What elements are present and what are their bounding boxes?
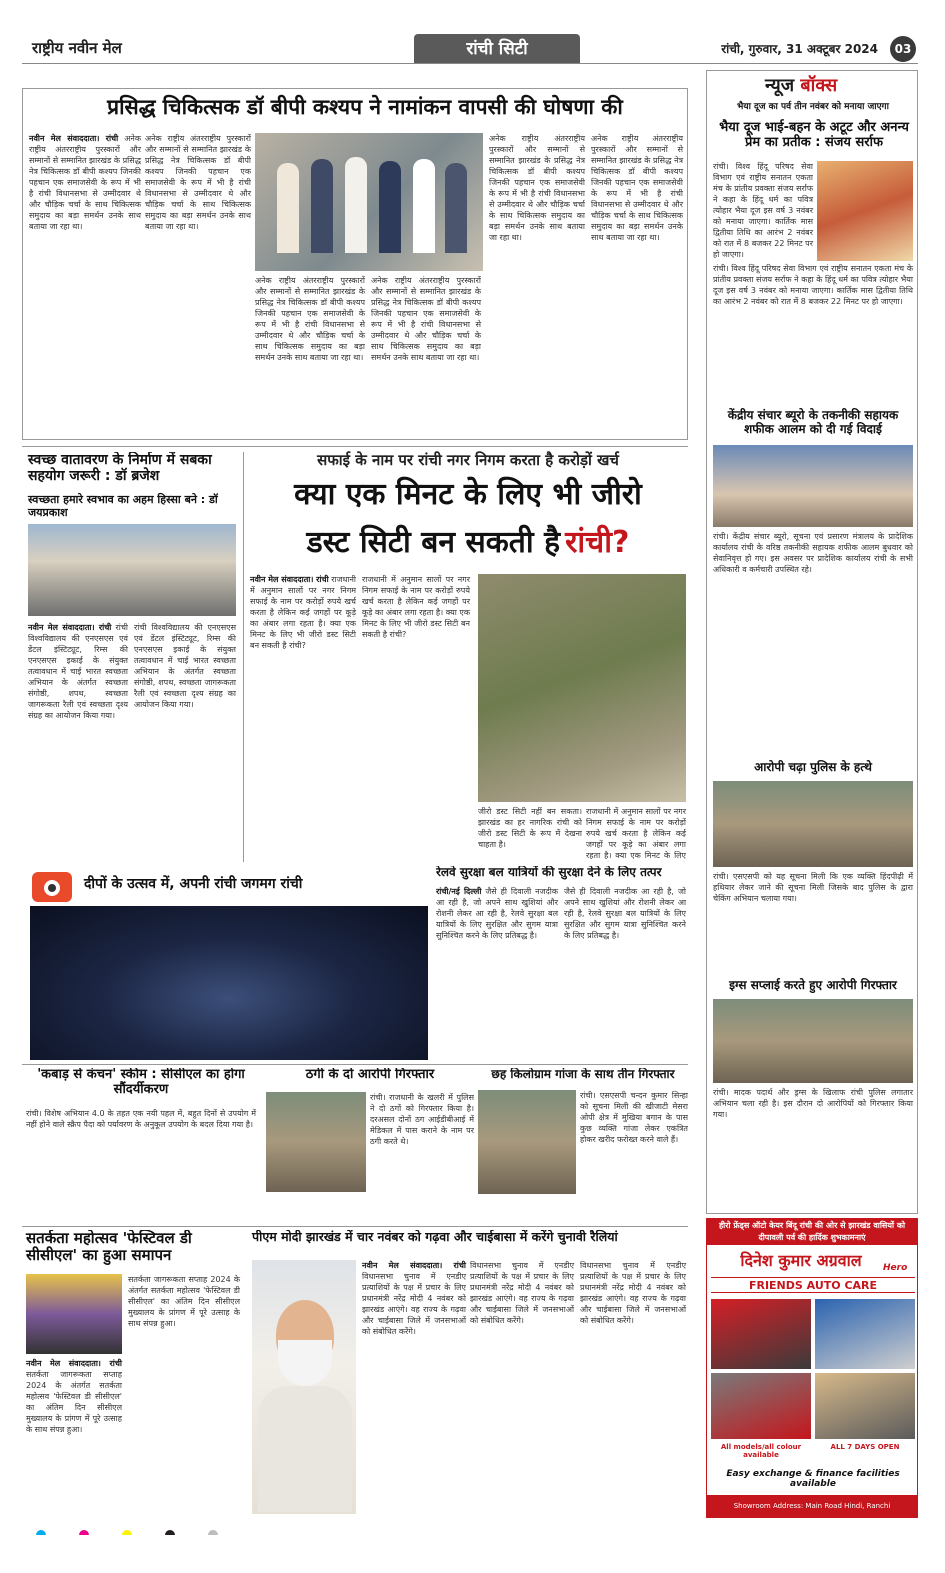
lead-intro-col3: अनेक राष्ट्रीय अंतरराष्ट्रीय पुरस्कारों और सम्मानों से सम्मानित झारखंड के प्रसिद्ध नेत्र चिकित्सक डॉ बीपी कश्यप जिनकी पहचान एक समाजसेवी के रूप में भी है रांची विधानसभा से उम्मीदवार थे और चौड़िक चर्चा के साथ चिकित्सक समुदाय का बड़ा समर्थन उनके साथ बताया जा रहा था। xyxy=(255,276,365,362)
ad-bike-photo-1 xyxy=(711,1299,811,1369)
ad-shop-name: FRIENDS AUTO CARE xyxy=(711,1277,915,1293)
modi-headline: पीएम मोदी झारखंड में चार नवंबर को गढ़वा और चाईबासा में करेंगे चुनावी रैलियां xyxy=(252,1230,618,1244)
ganja-text: रांची। एसएसपी चन्दन कुमार सिन्हा को सूचना मिली की खीजाटी मेसरा ओपी क्षेत्र में मुखिया बगान के पास कुछ व्यक्ति गांजा लेकर एकत्रित होकर खरीद फरोख्त करने वाले हैं। xyxy=(580,1091,688,1144)
lead-text-col3 xyxy=(255,275,365,435)
story1-text-cont: रांची। विश्व हिंदू परिषद सेवा विभाग एवं राष्ट्रीय सनातन एकता मंच के प्रांतीय प्रवक्ता संजय सर्राफ ने कहा के हिंदू धर्म का पवित्र त्योहार भैया दूज इस वर्ष 3 नवंबर को मनाया जाएगा। कार्तिक मास द्वितीया तिथि का आरंभ 2 नवंबर को रात में 8 बजकर 22 मिनट पर हो जाएगा। xyxy=(713,264,913,306)
ad-bike-photo-3 xyxy=(711,1373,811,1439)
railway-byline: रांची/नई दिल्ली xyxy=(436,887,482,896)
masthead xyxy=(22,34,918,64)
lead-intro-col6: अनेक राष्ट्रीय अंतरराष्ट्रीय पुरस्कारों और सम्मानों से सम्मानित झारखंड के प्रसिद्ध नेत्र चिकित्सक डॉ बीपी कश्यप जिनकी पहचान एक समाजसेवी के रूप में भी है रांची विधानसभा से उम्मीदवार थे और चौड़िक चर्चा के साथ चिकित्सक समुदाय का बड़ा समर्थन उनके साथ बताया जा रहा था। xyxy=(591,134,683,242)
story1-photo xyxy=(817,161,913,261)
zero-dust-headline-2: डस्ट सिटी बन सकती है xyxy=(306,525,561,560)
modi-col3: विधानसभा चुनाव में एनडीए प्रत्याशियों के पक्ष में प्रचार के लिए प्रधानमंत्री नरेंद्र मोदी 4 नवंबर को झारखंड आएंगे। वह राज्य के गढ़वा और चाईबासा जिले में जनसभाओं को संबोधित करेंगे। xyxy=(580,1261,686,1325)
modi-text: विधानसभा चुनाव में एनडीए प्रत्याशियों के पक्ष में प्रचार के लिए प्रधानमंत्री नरेंद्र मोदी 4 नवंबर को झारखंड आएंगे। वह राज्य के गढ़वा और चाईबासा जिले में जनसभाओं को संबोधित करेंगे। xyxy=(362,1272,466,1336)
story4-headline: इग्स सप्लाई करते हुए आरोपी गिरफ्तार xyxy=(729,978,897,992)
lead-text-col6 xyxy=(591,133,683,433)
festival-headline: सतर्कता महोत्सव 'फेस्टिवल डी सीसीएल' का हुआ समापन xyxy=(26,1230,192,1265)
lead-text-col2 xyxy=(145,133,251,433)
modi-story xyxy=(248,1230,688,1518)
news-box-title-a: न्यूज xyxy=(765,75,795,96)
ad-bike-photo-2 xyxy=(815,1299,915,1369)
railway-col2: जैसे ही दिवाली नजदीक आ रही है, जो अपने साथ खुशियां और रोशनी लेकर आ रही है, रेलवे सुरक्षा बल यात्रियों के लिए सुरक्षित और सुगम यात्रा सुनिश्चित करने के लिए प्रतिबद्ध है। xyxy=(564,887,686,940)
story1-text: रांची। विश्व हिंदू परिषद सेवा विभाग एवं राष्ट्रीय सनातन एकता मंच के प्रांतीय प्रवक्ता संजय सर्राफ ने कहा के हिंदू धर्म का पवित्र त्योहार भैया दूज इस वर्ष 3 नवंबर को मनाया जाएगा। कार्तिक मास द्वितीया तिथि का आरंभ 2 नवंबर को रात में 8 बजकर 22 मिनट पर हो जाएगा। xyxy=(713,162,813,259)
camera-icon xyxy=(32,872,72,902)
festival-text: सतर्कता जागरूकता सप्ताह 2024 के अंतर्गत सतर्कता महोत्सव 'फेस्टिवल डी सीसीएल' का अंतिम दिन सीसीएल मुख्यालय के प्रांगण में पूरे उत्साह के साथ संपन्न हुआ। xyxy=(26,1370,122,1434)
news-box xyxy=(706,70,918,1214)
thagi-text: रांची। राजधानी के खलरी में पुलिस ने दो ठगों को गिरफ्तार किया है। दरअसल दोनों ठग आईडीबीआई में मेडिकल में पास कराने के नाम पर ठगी करते थे। xyxy=(370,1093,474,1146)
zero-dust-byline: नवीन मेल संवाददाता। रांची xyxy=(250,575,329,584)
clean-photo xyxy=(28,524,236,616)
cyan-swatch xyxy=(36,1530,46,1535)
zero-dust-story xyxy=(248,448,688,862)
railway-col1 xyxy=(436,886,558,1060)
zero-dust-headline-1: क्या एक मिनट के लिए भी जीरो xyxy=(294,477,642,512)
page-number: 03 xyxy=(890,36,916,62)
story4-photo xyxy=(713,999,913,1083)
modi-photo xyxy=(252,1260,356,1514)
separator xyxy=(22,1064,688,1065)
news-box-title xyxy=(765,73,837,97)
ad-greeting: हीरो फ्रेंड्स ऑटो केयर बिंदू रांची की ओर से झारखंड वासियों को दीपावली पर्व की हार्दिक शुभकामनाएं xyxy=(707,1219,917,1245)
section-title: रांची सिटी xyxy=(414,34,580,64)
zero-dust-col3: राजधानी में अनुमान सालों पर नगर निगम सफाई के नाम पर करोड़ों रुपये खर्च करता है लेकिन कई जगहों पर कूड़े का अंबार लगा रहता है। क्या एक मिनट के लिए xyxy=(586,807,686,860)
clean-headline: स्वच्छ वातावरण के निर्माण में सबका सहयोग जरूरी : डॉ ब्रजेश xyxy=(28,452,212,485)
modi-col2: विधानसभा चुनाव में एनडीए प्रत्याशियों के पक्ष में प्रचार के लिए प्रधानमंत्री नरेंद्र मोदी 4 नवंबर को झारखंड आएंगे। वह राज्य के गढ़वा और चाईबासा जिले में जनसभाओं को संबोधित करेंगे। xyxy=(470,1261,574,1325)
zero-dust-text: राजधानी में अनुमान सालों पर नगर निगम सफाई के नाम पर करोड़ों रुपये खर्च करता है लेकिन कई जगहों पर कूड़े का अंबार लगा रहता है। क्या एक मिनट के लिए भी जीरो डस्ट सिटी बन सकती है रांची? xyxy=(250,575,357,650)
story2-headline: केंद्रीय संचार ब्यूरो के तकनीकी सहायक शफीक आलम को दी गई विदाई xyxy=(727,408,899,436)
thagi-photo xyxy=(266,1092,366,1192)
diwali-night-photo xyxy=(30,906,428,1060)
kabad-story xyxy=(22,1068,260,1224)
zero-dust-headline-2-wrap xyxy=(248,526,688,561)
festival-story xyxy=(22,1230,242,1518)
ganja-story xyxy=(478,1068,688,1224)
hero-advertisement xyxy=(706,1218,918,1518)
clean-story xyxy=(22,452,238,862)
paper-name: राष्ट्रीय नवीन मेल xyxy=(32,39,122,57)
ad-note-models: All models/all colour available xyxy=(720,1443,802,1459)
railway-story xyxy=(436,866,688,1062)
story2-text: रांची। केंद्रीय संचार ब्यूरो, सूचना एवं प्रसारण मंत्रालय के प्रादेशिक कार्यालय रांची के वरिष्ठ तकनीकी सहायक शफीक आलम बुधवार को सेवानिवृत्त हो गए। इस अवसर पर प्रादेशिक कार्यालय रांची के सभी अधिकारी व कर्मचारी उपस्थित रहे। xyxy=(713,532,913,574)
lead-intro-cont: अनेक राष्ट्रीय अंतरराष्ट्रीय पुरस्कारों और सम्मानों से सम्मानित झारखंड के प्रसिद्ध नेत्र चिकित्सक डॉ बीपी कश्यप जिनकी पहचान एक समाजसेवी के रूप में भी है रांची विधानसभा से उम्मीदवार थे और चौड़िक चर्चा के साथ चिकित्सक समुदाय का बड़ा समर्थन उनके साथ बताया जा रहा था। xyxy=(145,134,251,231)
diwali-story xyxy=(22,872,430,1062)
zero-dust-col1 xyxy=(250,574,356,860)
modi-col1 xyxy=(362,1260,466,1516)
news-box-subtitle: भैया दूज का पर्व तीन नवंबर को मनाया जाएगा xyxy=(737,102,889,112)
lead-photo xyxy=(255,133,483,271)
clean-text-col2: रांची विश्वविद्यालय की एनएसएस एवं डेंटल इंस्टिट्यूट, रिम्स की एनएसएस इकाई के संयुक्त तत्वावधान में चाई भारत स्वच्छता अभियान के अंतर्गत स्वच्छता संगोष्ठी, शपथ, स्वच्छता जागरूकता रैली एवं स्वच्छता दृश्य संग्रह का आयोजन किया गया। xyxy=(134,623,236,709)
lead-intro-col5: अनेक राष्ट्रीय अंतरराष्ट्रीय पुरस्कारों और सम्मानों से सम्मानित झारखंड के प्रसिद्ध नेत्र चिकित्सक डॉ बीपी कश्यप जिनकी पहचान एक समाजसेवी के रूप में भी है रांची विधानसभा से उम्मीदवार थे और चौड़िक चर्चा के साथ चिकित्सक समुदाय का बड़ा समर्थन उनके साथ बताया जा रहा था। xyxy=(489,134,585,242)
festival-photo xyxy=(26,1274,122,1354)
diwali-headline: दीपों के उत्सव में, अपनी रांची जगमग रांची xyxy=(84,876,303,892)
lead-intro-col4: अनेक राष्ट्रीय अंतरराष्ट्रीय पुरस्कारों और सम्मानों से सम्मानित झारखंड के प्रसिद्ध नेत्र चिकित्सक डॉ बीपी कश्यप जिनकी पहचान एक समाजसेवी के रूप में भी है रांची विधानसभा से उम्मीदवार थे और चौड़िक चर्चा के साथ चिकित्सक समुदाय का बड़ा समर्थन उनके साथ बताया जा रहा था। xyxy=(371,276,481,362)
ad-note-open: ALL 7 DAYS OPEN xyxy=(830,1443,900,1451)
clean-text: रांची विश्वविद्यालय की एनएसएस एवं डेंटल इंस्टिट्यूट, रिम्स की एनएसएस इकाई के संयुक्त तत्वावधान में चाई भारत स्वच्छता अभियान के अंतर्गत स्वच्छता संगोष्ठी, शपथ, स्वच्छता जागरूकता रैली एवं स्वच्छता दृश्य संग्रह का आयोजन किया गया। xyxy=(28,623,128,720)
lead-text-col5 xyxy=(489,133,585,433)
lead-text-col1 xyxy=(29,133,141,433)
separator xyxy=(22,1226,688,1227)
modi-byline: नवीन मेल संवाददाता। रांची xyxy=(362,1261,466,1270)
railway-text: जैसे ही दिवाली नजदीक आ रही है, जो अपने साथ खुशियां और रोशनी लेकर आ रही है, रेलवे सुरक्षा बल यात्रियों के लिए सुरक्षित और सुगम यात्रा सुनिश्चित करने के लिए प्रतिबद्ध है। xyxy=(436,887,559,940)
lead-headline: प्रसिद्ध चिकित्सक डॉ बीपी कश्यप ने नामांकन वापसी की घोषणा की xyxy=(107,95,623,119)
ad-bike-photo-4 xyxy=(815,1373,915,1439)
festival-byline: नवीन मेल संवाददाता। रांची xyxy=(26,1359,122,1368)
printer-color-bar xyxy=(22,1525,918,1535)
lead-story xyxy=(22,88,688,440)
yellow-swatch xyxy=(122,1530,132,1535)
magenta-swatch xyxy=(79,1530,89,1535)
festival-col1 xyxy=(26,1358,122,1516)
zero-dust-caption: जीरो डस्ट सिटी नहीं बन सकता। झारखंड का हर नागरिक रांची को जीरो डस्ट सिटी के रूप में देखना चाहता है। xyxy=(478,807,582,849)
ganja-headline: छह किलोग्राम गांजा के साथ तीन गिरफ्तार xyxy=(491,1068,675,1081)
separator xyxy=(243,452,244,862)
clean-byline: नवीन मेल संवाददाता। रांची xyxy=(28,623,112,632)
story3-text: रांची। एसएसपी को यह सूचना मिली कि एक व्यक्ति हिंदपीढ़ी में हथियार लेकर जाने की सूचना मिली जिसके बाद पुलिस के द्वारा चेकिंग अभियान चलाया गया। xyxy=(713,872,913,903)
story3-headline: आरोपी चढ़ा पुलिस के हत्थे xyxy=(754,760,872,774)
news-box-title-b: बॉक्स xyxy=(800,75,838,96)
story4-text: रांची। मादक पदार्थ और ड्रग्स के खिलाफ रांची पुलिस लगातार अभियान चला रही है। इस दौरान दो आरोपियों को गिरफ्तार किया गया। xyxy=(713,1088,913,1119)
black-swatch xyxy=(165,1530,175,1535)
railway-headline: रेलवे सुरक्षा बल यात्रियों की सुरक्षा देने के लिए तत्पर xyxy=(436,866,662,879)
lead-intro: अनेक राष्ट्रीय अंतरराष्ट्रीय पुरस्कारों और सम्मानों से सम्मानित झारखंड के प्रसिद्ध नेत्र चिकित्सक डॉ बीपी कश्यप जिनकी पहचान एक समाजसेवी के रूप में भी है रांची विधानसभा से उम्मीदवार थे और चौड़िक चर्चा के साथ चिकित्सक समुदाय का बड़ा समर्थन उनके साथ बताया जा रहा था। xyxy=(29,134,141,231)
story3-photo xyxy=(713,781,913,867)
issue-date: रांची, गुरुवार, 31 अक्टूबर 2024 xyxy=(721,42,878,56)
lead-text-col4 xyxy=(371,275,481,435)
zero-dust-headline-accent: रांची? xyxy=(565,525,630,560)
clean-subheadline: स्वच्छता हमारे स्वभाव का अहम हिस्सा बने : डॉ जयप्रकाश xyxy=(28,493,218,519)
hero-logo: Hero xyxy=(883,1263,908,1273)
story2-photo xyxy=(713,445,913,527)
zero-dust-col2: राजधानी में अनुमान सालों पर नगर निगम सफाई के नाम पर करोड़ों रुपये खर्च करता है लेकिन कई जगहों पर कूड़े का अंबार लगा रहता है। क्या एक मिनट के लिए भी जीरो डस्ट सिटी बन सकती है रांची? xyxy=(362,575,470,639)
thagi-headline: ठगी के दो आरोपी गिरफ्तार xyxy=(305,1068,435,1082)
ad-address: Showroom Address: Main Road Hindi, Ranchi xyxy=(707,1495,917,1517)
thagi-story xyxy=(266,1068,474,1224)
kabad-text: रांची। विशेष अभियान 4.0 के तहत एक नयी पहल में, बहुत दिनों से उपयोग में नहीं होने वाले स्क्रैप पैदा को पर्यावरण के अनुकूल उपयोग के बदल दिया गया है। xyxy=(26,1109,256,1129)
lead-byline: नवीन मेल संवाददाता। रांची xyxy=(29,134,119,143)
clean-text-col1 xyxy=(28,622,128,860)
ad-footer: Easy exchange & finance facilities available xyxy=(726,1469,900,1489)
zero-dust-kicker: सफाई के नाम पर रांची नगर निगम करता है करोड़ों खर्च xyxy=(317,451,619,469)
ganja-photo xyxy=(478,1090,576,1194)
grey-swatch xyxy=(208,1530,218,1535)
story1-headline: भैया दूज भाई-बहन के अटूट और अनन्य प्रेम का प्रतीक : संजय सर्राफ xyxy=(719,120,909,150)
festival-col2: सतर्कता जागरूकता सप्ताह 2024 के अंतर्गत सतर्कता महोत्सव 'फेस्टिवल डी सीसीएल' का अंतिम दिन सीसीएल मुख्यालय के प्रांगण में पूरे उत्साह के साथ संपन्न हुआ। xyxy=(128,1275,240,1328)
zero-dust-photo xyxy=(478,574,686,802)
kabad-headline: 'कबाड़ से कंचन' स्कीम : सीसीएल का होगा सौंदर्यीकरण xyxy=(37,1068,245,1097)
separator xyxy=(22,446,688,447)
ad-person-name: दिनेश कुमार अग्रवाल xyxy=(740,1251,862,1270)
